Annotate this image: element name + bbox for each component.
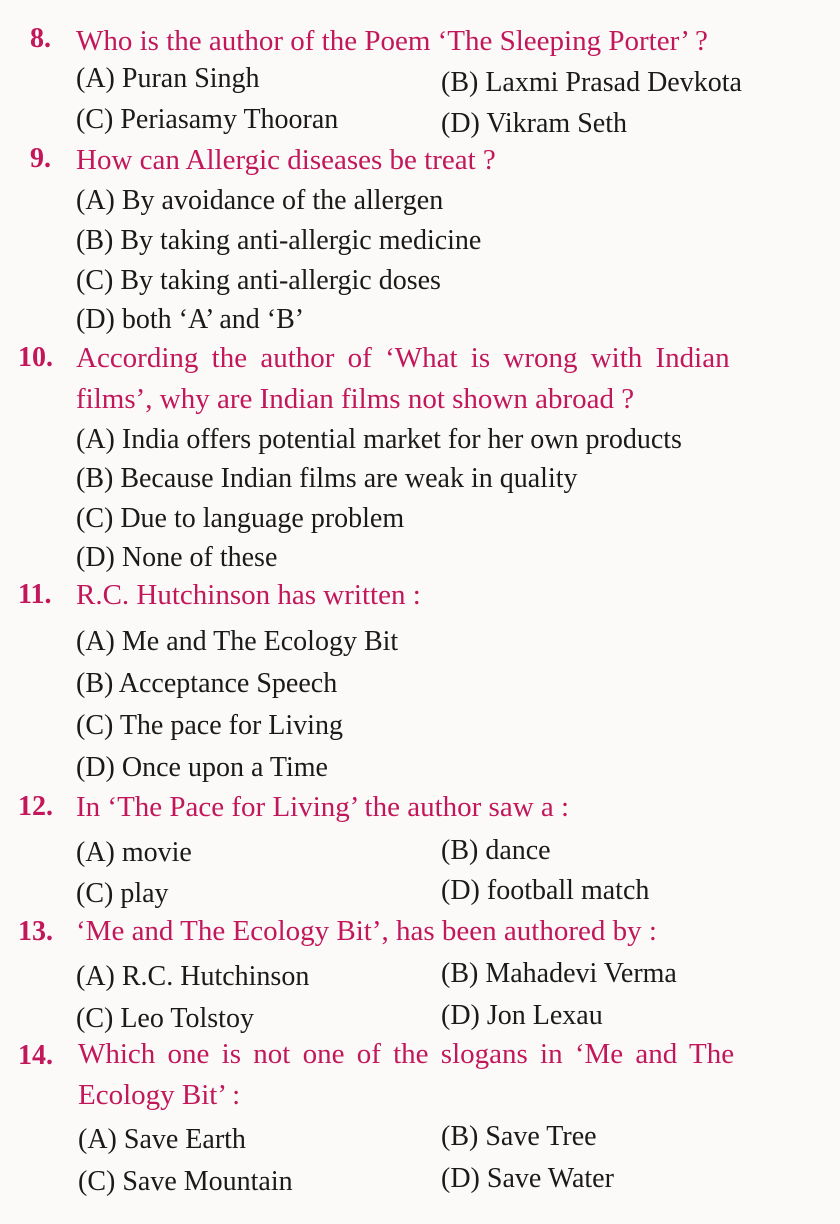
- option-b: (B) dance: [441, 835, 551, 866]
- option-b: (B) Mahadevi Verma: [441, 958, 677, 989]
- option-c: (C) Save Mountain: [78, 1166, 293, 1197]
- option-a: (A) Me and The Ecology Bit: [76, 626, 399, 657]
- option-b: (B) Save Tree: [441, 1121, 597, 1152]
- option-d: (D) Save Water: [441, 1163, 614, 1194]
- question-number: 9.: [30, 143, 51, 174]
- question-number: 12.: [18, 791, 53, 822]
- option-c: (C) Leo Tolstoy: [76, 1003, 254, 1034]
- question-number: 14.: [18, 1040, 53, 1071]
- option-c: (C) play: [76, 878, 169, 909]
- option-b: (B) Because Indian films are weak in quality: [76, 463, 578, 494]
- option-d: (D) football match: [441, 875, 650, 906]
- question-number: 11.: [18, 579, 52, 610]
- option-b: (B) Acceptance Speech: [76, 668, 338, 699]
- question-text: In ‘The Pace for Living’ the author saw a :: [76, 791, 570, 823]
- question-text: R.C. Hutchinson has written :: [76, 579, 421, 611]
- option-d: (D) Once upon a Time: [76, 752, 328, 783]
- question-text: ‘Me and The Ecology Bit’, has been authored by :: [76, 915, 657, 947]
- option-a: (A) By avoidance of the allergen: [76, 185, 444, 216]
- option-b: (B) Laxmi Prasad Devkota: [441, 67, 742, 98]
- question-text-cont: films’, why are Indian films not shown abroad ?: [76, 383, 635, 415]
- question-text: Who is the author of the Poem ‘The Sleeping Porter’ ?: [76, 25, 708, 57]
- question-text: How can Allergic diseases be treat ?: [76, 144, 496, 176]
- question-text: Which one is not one of the slogans in ‘Me and The: [78, 1038, 735, 1070]
- option-c: (C) By taking anti-allergic doses: [76, 265, 441, 296]
- option-a: (A) movie: [76, 837, 192, 868]
- question-number: 13.: [18, 916, 53, 947]
- option-d: (D) Vikram Seth: [441, 108, 627, 139]
- question-text-cont: Ecology Bit’ :: [78, 1079, 241, 1111]
- option-a: (A) R.C. Hutchinson: [76, 961, 310, 992]
- option-b: (B) By taking anti-allergic medicine: [76, 225, 482, 256]
- option-c: (C) Periasamy Thooran: [76, 104, 339, 135]
- option-a: (A) Save Earth: [78, 1124, 246, 1155]
- option-c: (C) Due to language problem: [76, 503, 405, 534]
- question-number: 8.: [30, 23, 51, 54]
- option-c: (C) The pace for Living: [76, 710, 343, 741]
- option-a: (A) Puran Singh: [76, 63, 260, 94]
- question-text: According the author of ‘What is wrong with Indian: [76, 342, 730, 374]
- option-d: (D) both ‘A’ and ‘B’: [76, 304, 305, 335]
- option-d: (D) None of these: [76, 542, 278, 573]
- question-number: 10.: [18, 342, 53, 373]
- option-d: (D) Jon Lexau: [441, 1000, 603, 1031]
- option-a: (A) India offers potential market for her own products: [76, 424, 682, 455]
